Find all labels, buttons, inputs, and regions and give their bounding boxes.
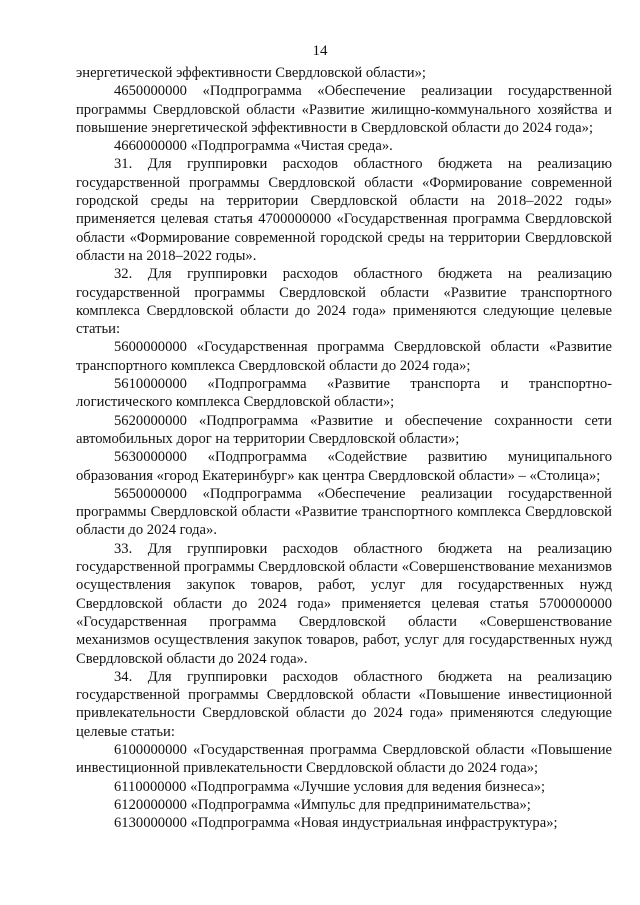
paragraph-item-4660000000: 4660000000 «Подпрограмма «Чистая среда». — [114, 138, 393, 155]
paragraph-item-5650000000: 5650000000 «Подпрограмма «Обеспечение реализации государственной программы Свердловской области «Развитие транспортного комплекса Свердловской области до 2024 года». — [76, 485, 612, 539]
paragraph-item-5620000000: 5620000000 «Подпрограмма «Развитие и обеспечение сохранности сети автомобильных дорог на территории Свердловской области»; — [76, 412, 612, 447]
paragraph-clause-32: 32. Для группировки расходов областного бюджета на реализацию государственной программы Свердловской области «Развитие транспортного комплекса Свердловской области до 2024 года» применяются следующие целевые статьи: — [76, 266, 612, 338]
paragraph-clause-34: 34. Для группировки расходов областного бюджета на реализацию государственной программы Свердловской области «Повышение инвестиционной привлекательности Свердловской области до 2024 года» применяются следующие целевые статьи: — [76, 668, 612, 740]
page-number: 14 — [312, 43, 328, 59]
document-body — [76, 64, 612, 832]
paragraph-item-6100000000: 6100000000 «Государственная программа Свердловской области «Повышение инвестиционной привлекательности Свердловской области до 2024 года»; — [76, 741, 612, 777]
paragraph-clause-33: 33. Для группировки расходов областного бюджета на реализацию государственной программы Свердловской области «Совершенствование механизмов осуществления закупок товаров, работ, услуг для государственных нужд Свердловской области до 2024 года» применяется целевая статья 5700000000 «Государственная программа Свердловской области «Совершенствование механизмов осуществления закупок товаров, работ, услуг для государственных нужд Свердловской области до 2024 года». — [76, 540, 612, 667]
paragraph-item-6120000000: 6120000000 «Подпрограмма «Импульс для предпринимательства»; — [114, 796, 531, 813]
paragraph-item-5630000000: 5630000000 «Подпрограмма «Содействие развитию муниципального образования «город Екатеринбург» как центра Свердловской области» – «Столица»; — [76, 449, 612, 484]
paragraph-item-4650000000: 4650000000 «Подпрограмма «Обеспечение реализации государственной программы Свердловской области «Развитие жилищно-коммунального хозяйства и повышение энергетической эффективности в Свердловской области до 2024 года»; — [76, 83, 612, 136]
paragraph-item-6110000000: 6110000000 «Подпрограмма «Лучшие условия для ведения бизнеса»; — [114, 778, 546, 795]
paragraph-clause-31: 31. Для группировки расходов областного бюджета на реализацию государственной программы Свердловской области «Формирование современной городской среды на территории Свердловской области на 2018–2022 годы» применяется целевая статья 4700000000 «Государственная программа Свердловской области «Формирование современной городской среды на территории Свердловской области на 2018–2022 годы». — [76, 156, 612, 264]
paragraph-item-6130000000: 6130000000 «Подпрограмма «Новая индустриальная инфраструктура»; — [114, 815, 558, 832]
paragraph-continuation: энергетической эффективности Свердловской области»; — [76, 65, 426, 81]
paragraph-item-5600000000: 5600000000 «Государственная программа Свердловской области «Развитие транспортного комплекса Свердловской области до 2024 года»; — [76, 339, 612, 374]
paragraph-item-5610000000: 5610000000 «Подпрограмма «Развитие транспорта и транспортно-логистического комплекса Свердловской области»; — [76, 376, 612, 411]
